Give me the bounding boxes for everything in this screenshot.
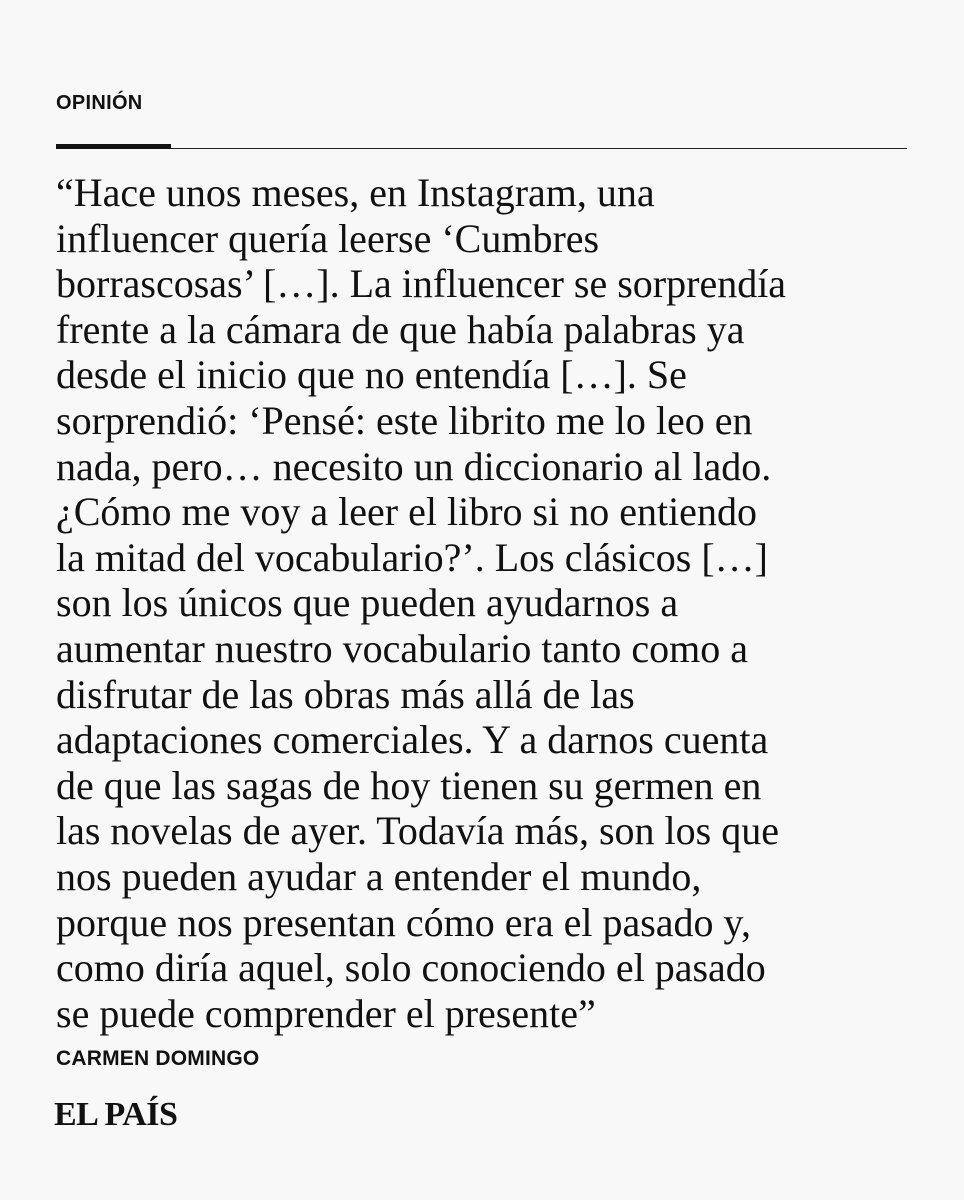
quote-line: aumentar nuestro vocabulario tanto como a: [56, 625, 748, 671]
quote-line: sorprendió: ‘Pensé: este librito me lo leo en: [56, 397, 753, 443]
quote-line: son los únicos que pueden ayudarnos a: [56, 580, 679, 626]
quote-line: frente a la cámara de que había palabras ya: [56, 306, 745, 352]
header-divider: [56, 148, 907, 149]
quote-line: borrascosas’ […]. La influencer se sorprendía: [56, 261, 787, 307]
quote-line: “Hace unos meses, en Instagram, una: [56, 170, 655, 215]
el-pais-logo: EL PAÍS: [54, 1096, 178, 1133]
quote-line: disfrutar de las obras más allá de las: [56, 671, 635, 717]
quote-line: de que las sagas de hoy tienen su germen en: [56, 762, 762, 808]
quote-line: como diría aquel, solo conociendo el pasado: [56, 945, 766, 991]
section-label: OPINIÓN: [56, 92, 143, 114]
quote-line: ¿Cómo me voy a leer el libro si no entiendo: [56, 489, 757, 535]
quote-line: la mitad del vocabulario?’. Los clásicos […]: [56, 534, 768, 580]
author-name: CARMEN DOMINGO: [56, 1047, 260, 1070]
quote-line: influencer quería leerse ‘Cumbres: [56, 215, 600, 261]
quote-line: adaptaciones comerciales. Y a darnos cuenta: [56, 717, 769, 763]
header-accent-bar: [56, 144, 171, 149]
quote-line: nos pueden ayudar a entender el mundo,: [56, 853, 702, 899]
quote-line: porque nos presentan cómo era el pasado y,: [56, 899, 751, 945]
quote-line: las novelas de ayer. Todavía más, son los que: [56, 808, 779, 854]
quote-line: nada, pero… necesito un diccionario al lado.: [56, 443, 772, 489]
quote-text: [56, 170, 936, 1036]
quote-line: se puede comprender el presente”: [56, 990, 596, 1036]
quote-line: desde el inicio que no entendía […]. Se: [56, 352, 687, 398]
